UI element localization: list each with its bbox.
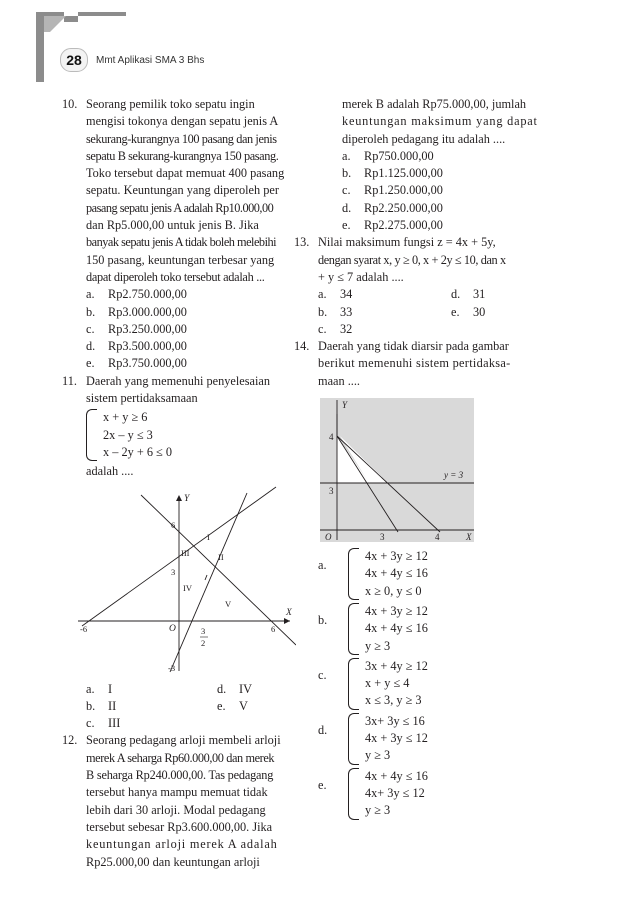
option-a[interactable] xyxy=(318,286,439,303)
y-axis-label: Y xyxy=(342,400,348,411)
text-line: dengan syarat x, y ≥ 0, x + 2y ≤ 10, dan x xyxy=(318,252,506,267)
right-column xyxy=(294,96,560,823)
text-line: diperoleh pedagang itu adalah .... xyxy=(342,131,506,146)
option-a[interactable] xyxy=(342,148,560,165)
tick-y-3: 3 xyxy=(329,486,334,497)
option-d[interactable] xyxy=(342,200,560,217)
option-text: 33 xyxy=(340,304,353,319)
inequality: x + y ≤ 4 xyxy=(365,676,410,691)
inequality: 3x+ 3y ≤ 16 xyxy=(365,713,425,728)
text-line: B seharga Rp240.000,00. Tas pedagang xyxy=(86,768,274,783)
tick-y-4: 4 xyxy=(329,432,334,443)
option-c[interactable] xyxy=(318,658,560,710)
option-label: a. xyxy=(86,287,95,302)
option-label: c. xyxy=(86,716,95,731)
option-b[interactable] xyxy=(342,165,560,182)
option-label: a. xyxy=(318,287,327,302)
tick-x-3: 3 xyxy=(380,532,385,543)
option-label: c. xyxy=(318,667,327,682)
origin-label: O xyxy=(169,623,176,634)
q14-options xyxy=(318,548,560,819)
x-axis-label: X xyxy=(466,532,472,543)
option-b[interactable] xyxy=(318,603,560,655)
region-IV: IV xyxy=(183,582,192,593)
option-e[interactable] xyxy=(318,768,560,820)
x-axis-label: X xyxy=(286,607,292,618)
text-line: tersebut hanya mampu memuat tidak xyxy=(86,785,268,800)
question-text xyxy=(318,338,560,390)
tick-y-neg3: -3 xyxy=(168,662,176,673)
option-text: Rp1.125.000,00 xyxy=(364,166,443,181)
option-text: III xyxy=(108,716,121,731)
question-number: 12. xyxy=(62,733,78,748)
tick-frac-num: 3 xyxy=(201,625,206,636)
tick-y-3: 3 xyxy=(171,566,176,577)
text-line: Rp25.000,00 dan keuntungan arloji xyxy=(86,854,260,869)
inequality: 4x + 4y ≤ 16 xyxy=(365,768,428,783)
tick-y-6: 6 xyxy=(171,519,176,530)
option-label: c. xyxy=(342,183,351,198)
option-text: 34 xyxy=(340,287,353,302)
q11-graph xyxy=(72,485,296,677)
option-label: b. xyxy=(86,304,96,319)
text-line: Daerah yang memenuhi penyelesaian xyxy=(86,373,271,388)
option-label: d. xyxy=(318,722,328,737)
option-text: Rp3.250.000,00 xyxy=(108,321,187,336)
text-line: keuntungan arloji merek A adalah xyxy=(86,837,278,852)
inequality: x + y ≥ 6 xyxy=(103,410,148,425)
option-label: e. xyxy=(342,218,351,233)
region-I: I xyxy=(207,531,210,542)
inequality: x ≥ 0, y ≤ 0 xyxy=(365,583,422,598)
text-line: Seorang pemilik toko sepatu ingin xyxy=(86,97,255,111)
option-text: Rp2.250.000,00 xyxy=(364,200,443,215)
text-line: tersebut sebesar Rp3.600.000,00. Jika xyxy=(86,819,273,834)
page-header xyxy=(60,48,204,72)
text-line: Seorang pedagang arloji membeli arloji xyxy=(86,733,281,748)
question-11 xyxy=(62,373,308,733)
question-number: 11. xyxy=(62,373,77,388)
question-text xyxy=(86,96,308,286)
question-tail: adalah .... xyxy=(86,464,134,479)
text-line: sekurang-kurangnya 100 pasang dan jenis xyxy=(86,131,277,146)
option-text: Rp750.000,00 xyxy=(364,148,434,163)
question-12 xyxy=(62,732,308,870)
inequality: 4x+ 3y ≤ 12 xyxy=(365,785,425,800)
tick-frac-den: 2 xyxy=(201,637,206,648)
book-title: Mmt Aplikasi SMA 3 Bhs xyxy=(96,54,205,66)
question-number: 13. xyxy=(294,235,310,250)
question-number: 10. xyxy=(62,97,78,111)
brace xyxy=(348,658,359,710)
option-label: c. xyxy=(318,321,327,336)
option-a[interactable] xyxy=(86,681,197,698)
text-line: merek A seharga Rp60.000,00 dan merek xyxy=(86,750,275,765)
y-axis-label: Y xyxy=(184,493,190,504)
option-text: 31 xyxy=(473,287,486,302)
option-e[interactable] xyxy=(342,217,560,234)
option-e[interactable] xyxy=(86,355,308,372)
option-d[interactable] xyxy=(451,286,560,303)
inequality-system xyxy=(86,409,308,461)
option-a[interactable] xyxy=(318,548,560,600)
option-d[interactable] xyxy=(86,338,308,355)
inequality: 2x – y ≤ 3 xyxy=(103,427,153,442)
option-label: d. xyxy=(342,200,352,215)
option-text: 30 xyxy=(473,304,486,319)
option-text: 32 xyxy=(340,321,353,336)
option-text: II xyxy=(108,698,117,713)
text-line: maan .... xyxy=(318,373,361,388)
option-text: V xyxy=(239,698,248,713)
brace xyxy=(348,548,359,600)
question-text xyxy=(86,732,308,870)
option-c[interactable] xyxy=(318,321,439,338)
option-text: Rp3.750.000,00 xyxy=(108,356,187,371)
brace xyxy=(348,768,359,820)
text-line: pasang sepatu jenis A adalah Rp10.000,00 xyxy=(86,200,274,215)
text-line: 150 pasang, keuntungan terbesar yang xyxy=(86,252,275,267)
q14-graph xyxy=(318,394,478,544)
question-number: 14. xyxy=(294,339,310,354)
text-line: Nilai maksimum fungsi z = 4x + 5y, xyxy=(318,235,496,250)
question-10 xyxy=(62,96,308,373)
line-label: y = 3 xyxy=(444,470,464,481)
option-b[interactable] xyxy=(86,698,197,715)
inequality: 3x + 4y ≥ 12 xyxy=(365,658,428,673)
option-label: b. xyxy=(342,166,352,181)
question-text xyxy=(86,373,308,408)
option-label: d. xyxy=(86,339,96,354)
question-text xyxy=(318,234,560,286)
text-line: Toko tersebut dapat memuat 400 pasang xyxy=(86,166,285,181)
option-text: Rp3.000.000,00 xyxy=(108,304,187,319)
option-text: Rp1.250.000,00 xyxy=(364,183,443,198)
option-text: I xyxy=(108,681,113,696)
option-label: b. xyxy=(86,698,96,713)
text-line: sistem pertidaksamaan xyxy=(86,391,198,406)
option-text: IV xyxy=(239,681,252,696)
brace xyxy=(348,713,359,765)
page-number: 28 xyxy=(60,48,88,72)
option-label: e. xyxy=(217,698,226,713)
option-label: e. xyxy=(318,777,327,792)
inequality: y ≥ 3 xyxy=(365,748,391,763)
option-b[interactable] xyxy=(318,304,439,321)
option-c[interactable] xyxy=(86,715,197,732)
question-12-continued xyxy=(318,96,560,234)
text-line: sepatu B sekurang-kurangnya 150 pasang. xyxy=(86,148,279,163)
option-text: Rp3.500.000,00 xyxy=(108,339,187,354)
option-e[interactable] xyxy=(451,304,560,321)
inequality: y ≥ 3 xyxy=(365,803,391,818)
text-line: + y ≤ 7 adalah .... xyxy=(318,269,404,284)
option-label: d. xyxy=(217,681,227,696)
option-label: e. xyxy=(86,356,95,371)
region-III: III xyxy=(181,547,190,558)
region-V: V xyxy=(225,598,232,609)
question-text xyxy=(342,96,560,148)
inequality: x – 2y + 6 ≤ 0 xyxy=(103,444,173,459)
text-line: keuntungan maksimum yang dapat xyxy=(342,114,538,129)
inequality: 4x + 3y ≥ 12 xyxy=(365,603,428,618)
option-text: Rp2.275.000,00 xyxy=(364,218,443,233)
text-line: banyak sepatu jenis A tidak boleh melebihi xyxy=(86,235,277,250)
inequality: 4x + 3y ≥ 12 xyxy=(365,549,428,564)
option-label: a. xyxy=(86,681,95,696)
question-14 xyxy=(294,338,560,819)
text-line: lebih dari 30 arloji. Modal pedagang xyxy=(86,802,266,817)
text-line: dapat diperoleh toko tersebut adalah ... xyxy=(86,269,265,284)
option-label: b. xyxy=(318,612,328,627)
options-grid xyxy=(86,681,308,733)
text-line: Daerah yang tidak diarsir pada gambar xyxy=(318,339,509,354)
option-label: b. xyxy=(318,304,328,319)
brace xyxy=(348,603,359,655)
tick-x-neg6: -6 xyxy=(80,623,88,634)
option-label: a. xyxy=(318,558,327,573)
option-d[interactable] xyxy=(318,713,560,765)
option-a[interactable] xyxy=(86,286,308,303)
text-line: sepatu. Keuntungan yang diperoleh per xyxy=(86,183,279,198)
option-label: c. xyxy=(86,321,95,336)
option-label: d. xyxy=(451,287,461,302)
option-c[interactable] xyxy=(86,321,308,338)
inequality: y ≥ 3 xyxy=(365,638,391,653)
tick-x-6: 6 xyxy=(271,623,276,634)
origin-label: O xyxy=(325,532,332,543)
left-column xyxy=(62,96,308,871)
text-line: merek B adalah Rp75.000,00, jumlah xyxy=(342,97,527,111)
inequality: x ≤ 3, y ≥ 3 xyxy=(365,693,422,708)
text-line: mengisi tokonya dengan sepatu jenis A xyxy=(86,114,279,129)
option-label: e. xyxy=(451,304,460,319)
inequality: 4x + 4y ≤ 16 xyxy=(365,566,428,581)
option-b[interactable] xyxy=(86,304,308,321)
tick-x-4: 4 xyxy=(435,532,440,543)
region-II: II xyxy=(218,551,224,562)
option-label: a. xyxy=(342,148,351,163)
option-c[interactable] xyxy=(342,182,560,199)
text-line: dan Rp5.000,00 untuk jenis B. Jika xyxy=(86,218,259,233)
options-grid xyxy=(318,286,560,338)
question-13 xyxy=(294,234,560,338)
inequality: 4x + 3y ≤ 12 xyxy=(365,731,428,746)
inequality: 4x + 4y ≤ 16 xyxy=(365,621,428,636)
text-line: berikut memenuhi sistem pertidaksa- xyxy=(318,356,511,371)
option-text: Rp2.750.000,00 xyxy=(108,287,187,302)
brace xyxy=(86,409,97,461)
